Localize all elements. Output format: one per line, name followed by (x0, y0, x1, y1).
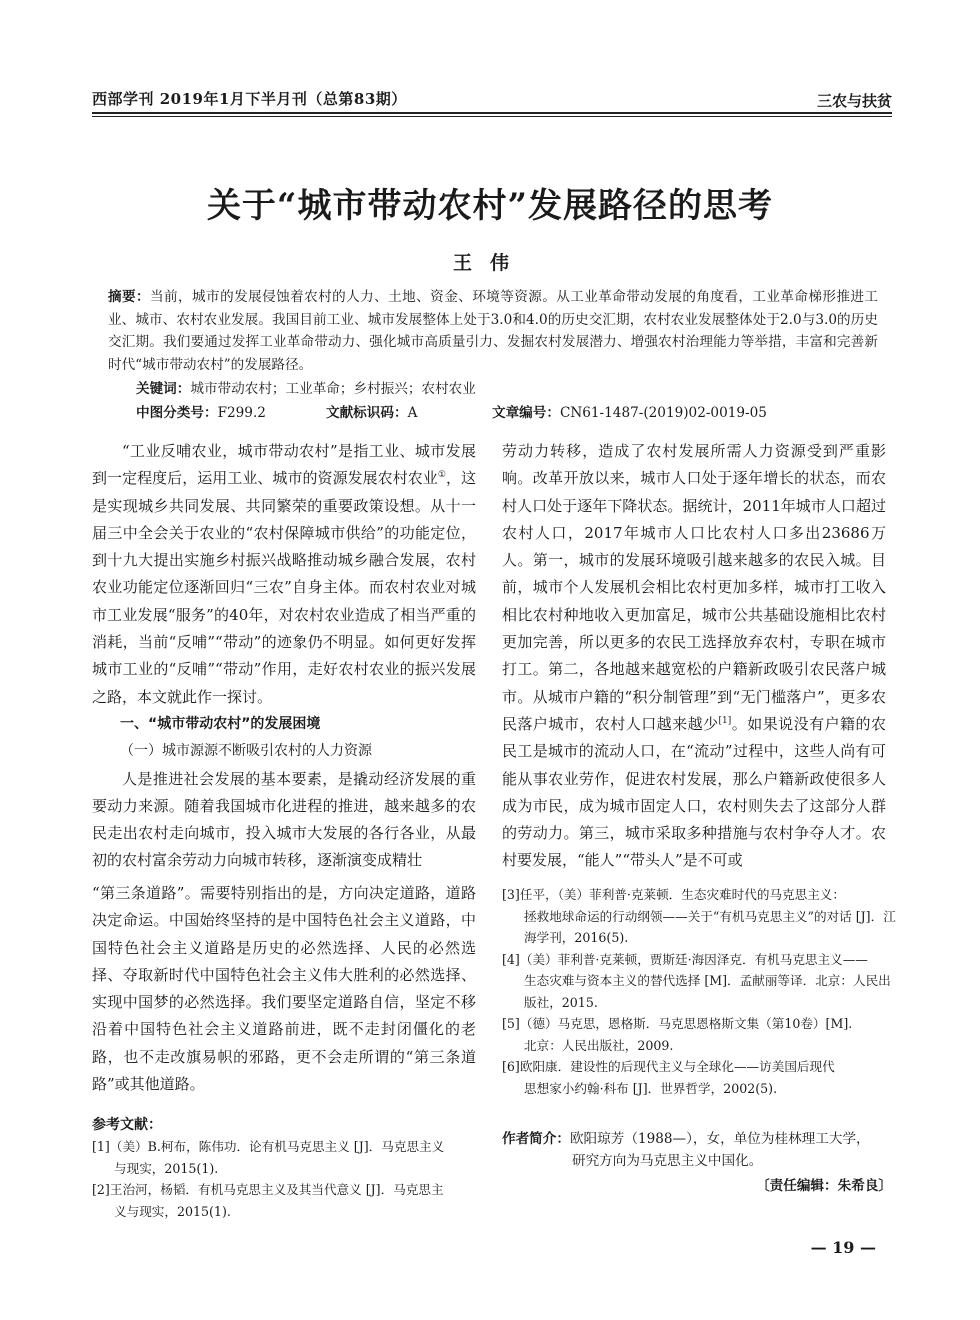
keywords (136, 378, 878, 400)
citation-marker: [1] (718, 715, 732, 726)
body-right-column (502, 438, 886, 875)
doc-code-label: 文献标识码： (326, 405, 408, 421)
references-left (92, 1136, 487, 1222)
page-number: — 19 — (810, 1238, 876, 1257)
journal-header: 西部学刊 2019年1月下半月刊（总第83期） (92, 90, 407, 108)
keywords-label: 关键词： (136, 381, 191, 397)
classification-line (136, 402, 878, 424)
abstract-text: 当前，城市的发展侵蚀着农村的人力、土地、资金、环境等资源。从工业革命带动发展的角度看，工业革命梯形推进工业、城市、农村农业发展。我国目前工业、城市发展整体上处于3.0和4.0的历史交汇期，农村农业发展整体处于2.0与3.0的历史交汇期。我们要通过发挥工业革命带动力、强化城市高质量引力、发掘农村发展潜力、增强农村治理能力等举措，丰富和完善新时代“城市带动农村”的发展路径。 (108, 289, 879, 373)
references-heading: 参考文献： (92, 1117, 162, 1133)
paragraph: “工业反哺农业，城市带动农村”是指工业、城市发展到一定程度后，运用工业、城市的资源发展农村农业①，这是实现城乡共同发展、共同繁荣的重要政策设想。从十一届三中全会关于农业的“农村保障城市供给”的功能定位，到十九大提出实施乡村振兴战略推动城乡融合发展，农村农业功能定位逐渐回归“三农”自身主体。而农村农业对城市工业发展“服务”的40年，对农村农业造成了相当严重的消耗，当前“反哺”“带动”的迹象仍不明显。如何更好发挥城市工业的“反哺”“带动”作用，走好农村农业的振兴发展之路，本文就此作一探讨。 (92, 442, 476, 706)
header-rule-thin (92, 116, 892, 117)
footnote-marker: ① (437, 470, 446, 481)
author-introduction: 作者简介：欧阳琼芳（1988—），女，单位为桂林理工大学， 研究方向为马克思主义中国化。 (502, 1131, 870, 1169)
article-author: 王伟 (452, 252, 527, 274)
subsection-heading: （一）城市源源不断吸引农村的人力资源 (120, 743, 372, 760)
reference-item: [3]任平，（美）菲利普·克莱顿．生态灾难时代的马克思主义： 拯救地球命运的行动纲领——关于“有机马克思主义”的对话 [J]．江海学刊，2016(5). (502, 887, 896, 945)
section-label: 三农与扶贫 (816, 92, 892, 110)
doc-code-value: A (407, 405, 418, 421)
abstract (108, 286, 878, 376)
section-heading: 一、“城市带动农村”的发展困境 (120, 715, 321, 732)
abstract-label: 摘要： (108, 289, 151, 305)
reference-item: [4]（美）菲利普·克莱顿，贾斯廷·海因泽克．有机马克思主义—— 生态灾难与资本主义的替代选择 [M]．孟献丽等译．北京：人民出版社，2015. (502, 951, 891, 1010)
body-continuation (92, 880, 476, 1098)
paragraph: 劳动力转移，造成了农村发展所需人力资源受到严重影响。改革开放以来，城市人口处于逐年增长的状态，而农村人口处于逐年下降状态。据统计，2011年城市人口超过农村人口，2017年城市人口比农村人口多出23686万人。第一，城市的发展环境吸引越来越多的农民入城。目前，城市个人发展机会相比农村更加多样，城市打工收入相比农村种地收入更加富足，城市公共基础设施相比农村更加完善，所以更多的农民工选择放弃农村，专职在城市打工。第二，各地越来越宽松的户籍新政吸引农民落户城市。从城市户籍的“积分制管理”到“无门槛落户”，更多农民落户城市，农村人口越来越少[1]。如果说没有户籍的农民工是城市的流动人口，在“流动”过程中，这些人尚有可能从事农业劳作，促进农村发展，那么户籍新政使很多人成为市民，成为城市固定人口，农村则失去了这部分人群的劳动力。第三，城市采取多种措施与农村争夺人才。农村要发展，“能人”“带头人”是不可或 (502, 442, 886, 870)
keywords-text: 城市带动农村；工业革命；乡村振兴；农村农业 (190, 381, 476, 397)
article-number-value: CN61-1487-(2019)02-0019-05 (559, 405, 767, 421)
article-number-label: 文章编号： (492, 405, 560, 421)
body-left-column (92, 438, 476, 875)
article-title: 关于“城市带动农村”发展路径的思考 (206, 186, 774, 226)
reference-item: [5]（德）马克思，恩格斯．马克思恩格斯文集（第10卷）[M]. 北京：人民出版社，2009. (502, 1016, 853, 1053)
paragraph: 人是推进社会发展的基本要素，是撬动经济发展的重要动力来源。随着我国城市化进程的推进，越来越多的农民走出农村走向城市，投入城市大发展的各行各业，从最初的农村富余劳动力向城市转移，逐渐演变成精壮 (92, 769, 476, 870)
author-intro-label: 作者简介： (502, 1131, 570, 1147)
header-rule (92, 112, 892, 114)
clc-value: F299.2 (217, 405, 266, 421)
reference-item: [1]（美）B.柯布，陈伟功．论有机马克思主义 [J]．马克思主义 与现实，2015(1). (92, 1139, 445, 1176)
paragraph: “第三条道路”。需要特别指出的是，方向决定道路，道路决定命运。中国始终坚持的是中国特色社会主义道路，中国特色社会主义道路是历史的必然选择、人民的必然选择、夺取新时代中国特色社会主义伟大胜利的必然选择、实现中国梦的必然选择。我们要坚定道路自信，坚定不移沿着中国特色社会主义道路前进，既不走封闭僵化的老路，也不走改旗易帜的邪路，更不会走所谓的“第三条道路”或其他道路。 (92, 884, 476, 1094)
responsible-editor: 〔责任编辑：朱希良〕 (756, 1178, 892, 1194)
reference-item: [6]欧阳康．建设性的后现代主义与全球化——访美国后现代 思想家小约翰·科布 [J]．世界哲学，2002(5). (502, 1059, 835, 1096)
clc-label: 中图分类号： (136, 405, 218, 421)
references-right (502, 884, 897, 1099)
reference-item: [2]王治河，杨韬．有机马克思主义及其当代意义 [J]．马克思主 义与现实，2015(1). (92, 1182, 444, 1219)
